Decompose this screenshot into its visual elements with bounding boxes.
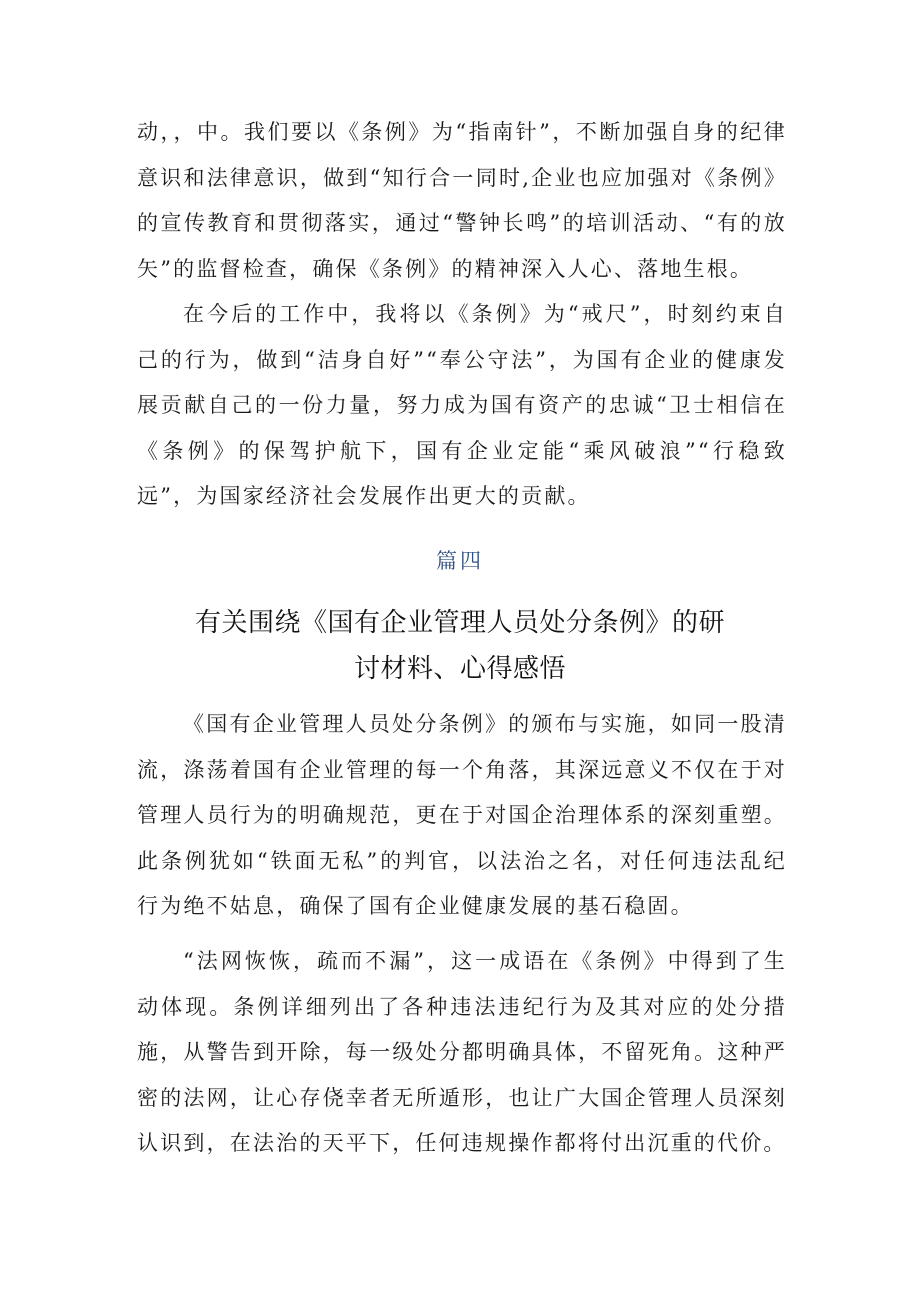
paragraph-legal-net: “法网恢恢，疏而不漏”，这一成语在《条例》中得到了生动体现。条例详细列出了各种违法违纪行为及其对应的处分措施，从警告到开除，每一级处分都明确具体，不留死角。这种严密的法网，让心存侥幸者无所遁形，也让广大国企管理人员深刻认识到，在法治的天平下，任何违规操作都将付出沉重的代价。 bbox=[137, 949, 787, 1155]
title-line-2: 讨材料、心得感悟 bbox=[353, 654, 566, 684]
section-label: 篇四 bbox=[436, 549, 484, 573]
title-line-1: 有关围绕《国有企业管理人员处分条例》的研 bbox=[194, 608, 725, 638]
paragraph-future-work: 在今后的工作中，我将以《条例》为“戒尺”，时刻约束自己的行为，做到“洁身自好”“奉公守法”，为国有企业的健康发展贡献自己的一份力量，努力成为国有资产的忠诚“卫士相信在《条例》的保驾护航下，国有企业定能“乘风破浪”“行稳致远”，为国家经济社会发展作出更大的贡献。 bbox=[137, 302, 787, 508]
paragraph-regulation-intro: 《国有企业管理人员处分条例》的颁布与实施，如同一股清流，涤荡着国有企业管理的每一个角落，其深远意义不仅在于对管理人员行为的明确规范，更在于对国企治理体系的深刻重塑。此条例犹如“铁面无私”的判官，以法治之名，对任何违法乱纪行为绝不姑息，确保了国有企业健康发展的基石稳固。 bbox=[137, 712, 787, 918]
paragraph-continued: 动，，中。我们要以《条例》为“指南针”，不断加强自身的纪律意识和法律意识，做到“知行合一同时,企业也应加强对《条例》的宣传教育和贯彻落实，通过“警钟长鸣”的培训活动、“有的放矢”的监督检查，确保《条例》的精神深入人心、落地生根。 bbox=[137, 120, 787, 281]
document-title bbox=[180, 600, 740, 692]
